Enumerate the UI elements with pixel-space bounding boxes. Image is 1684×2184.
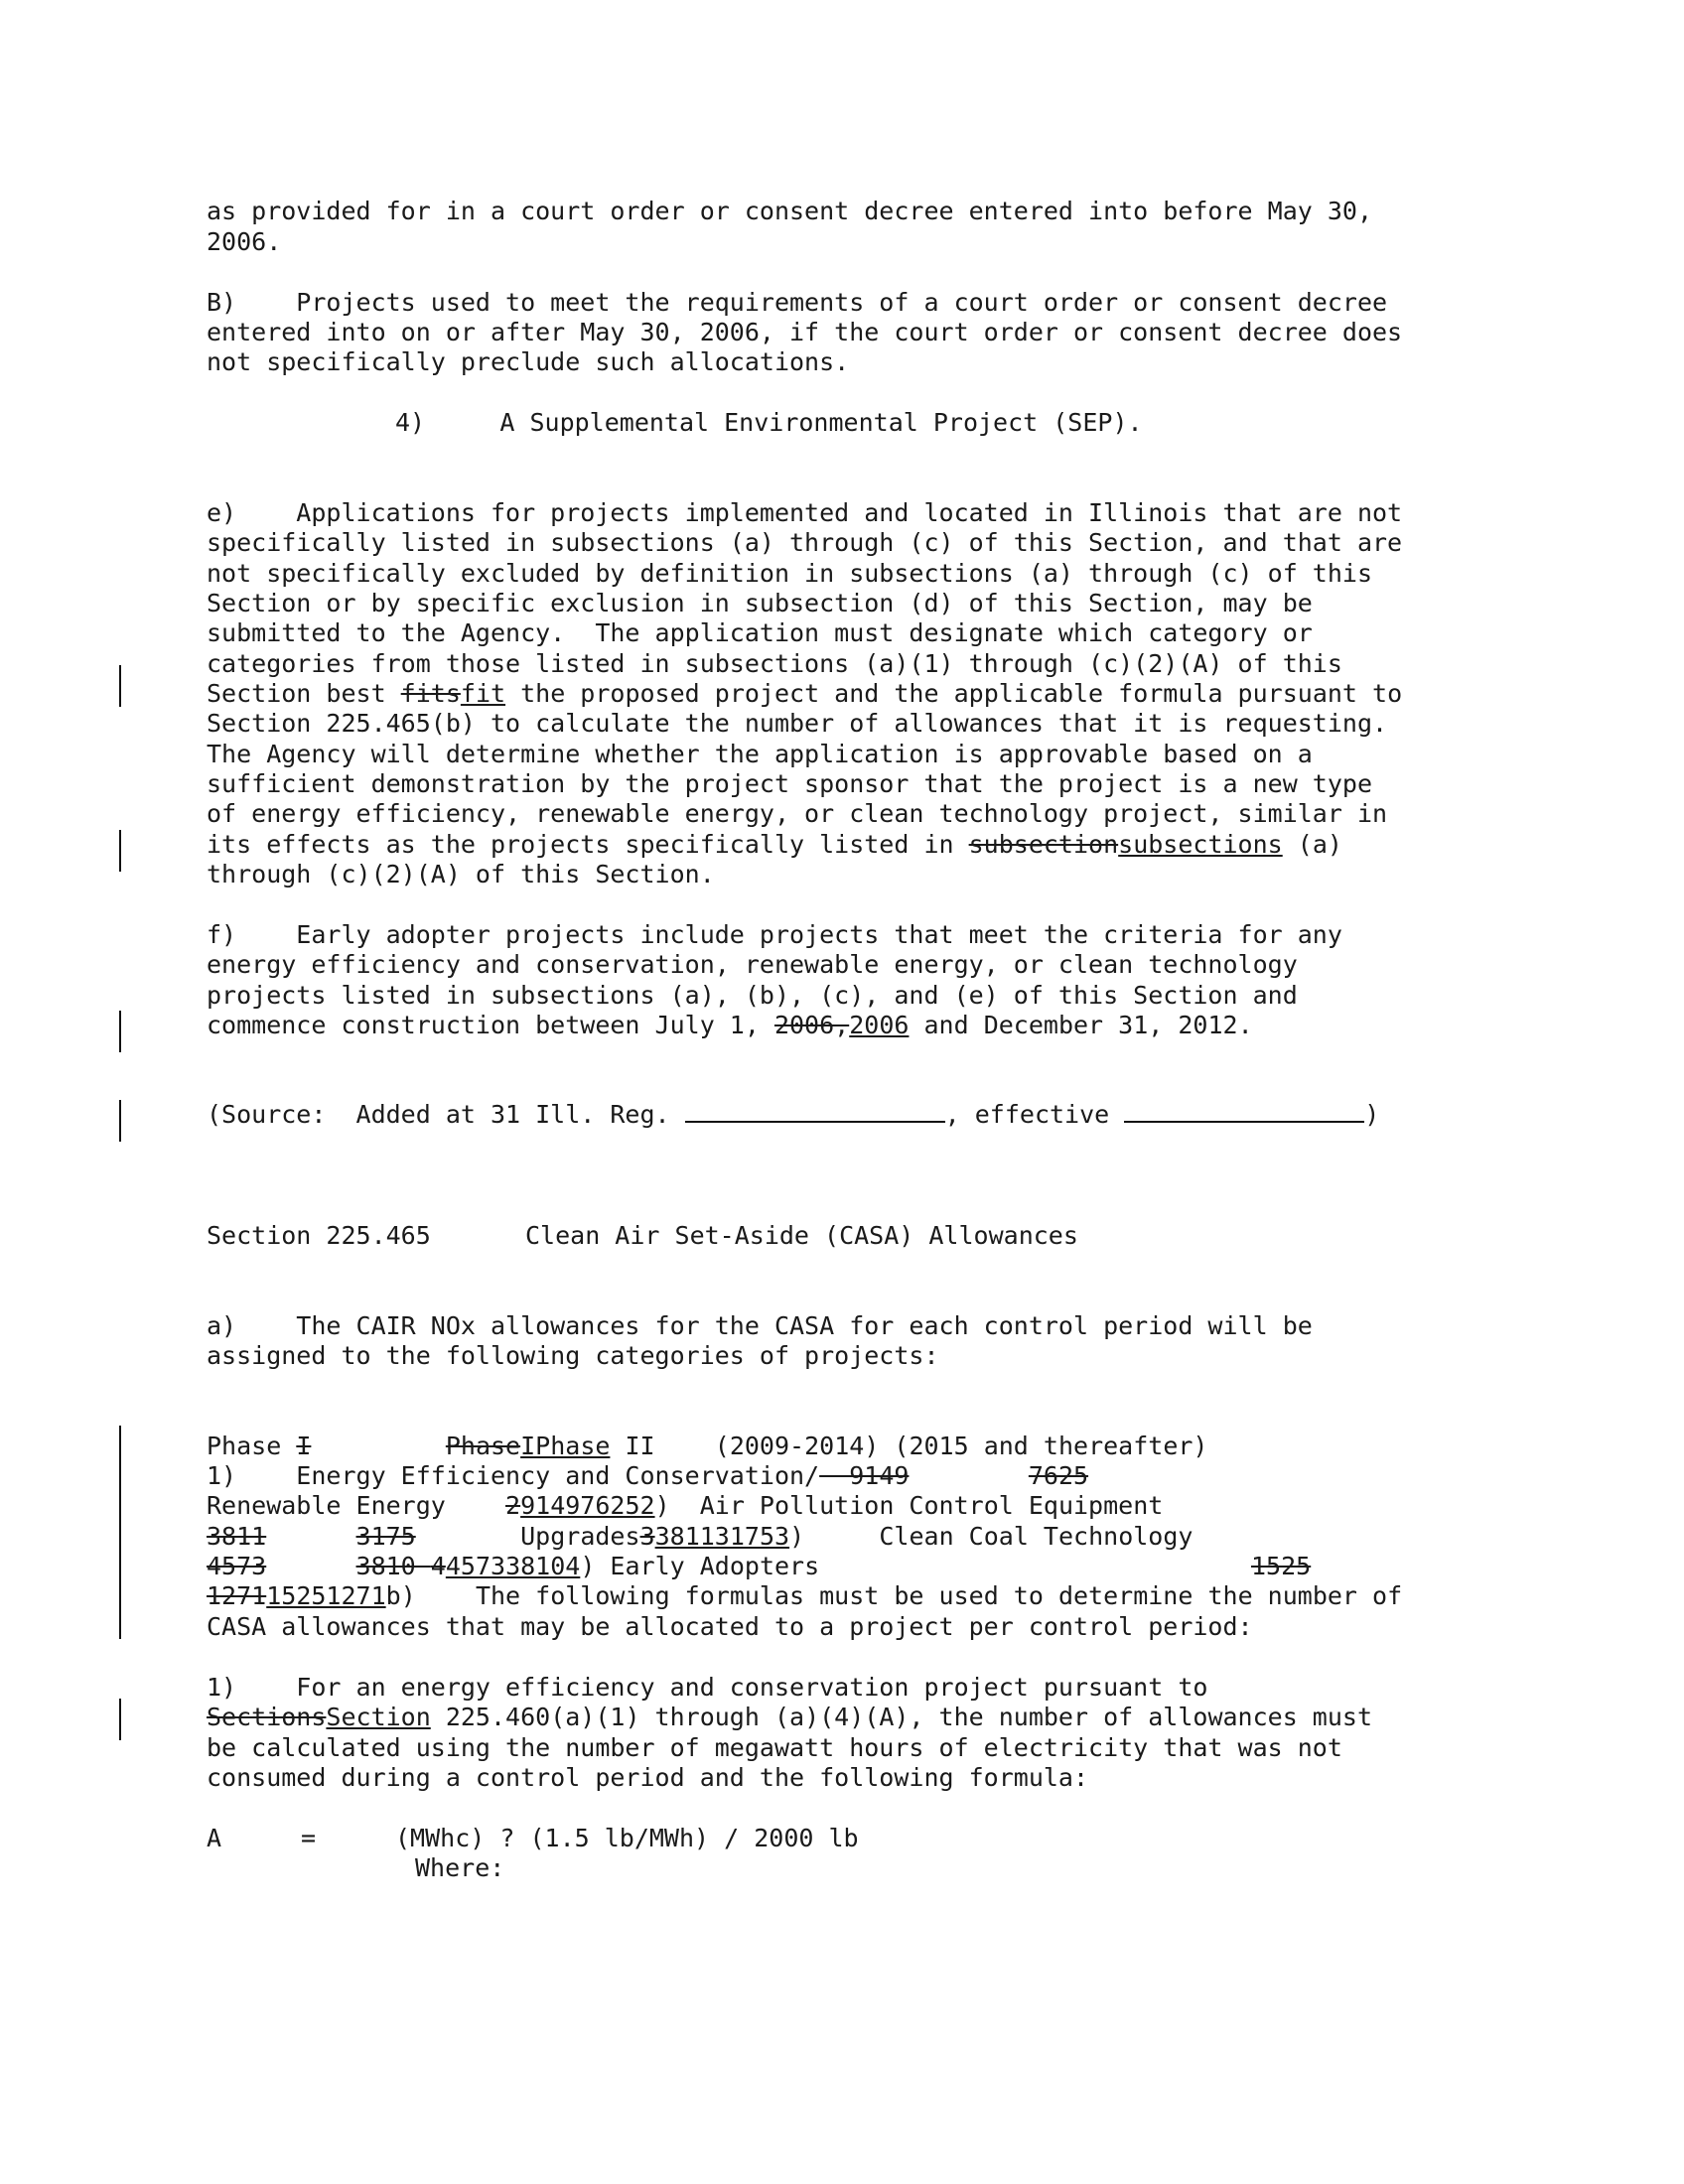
body-line: entered into on or after May 30, 2006, if the court order or consent decree does <box>207 318 1403 346</box>
deleted-text: 3 <box>639 1522 655 1551</box>
table-line <box>207 1432 1207 1462</box>
text-span: 225.460(a)(1) through (a)(4)(A), the number of allowances must <box>430 1703 1373 1731</box>
text-span: ) Clean Coal Technology <box>789 1522 1193 1551</box>
text-span: ) <box>1364 1100 1380 1129</box>
section-number: Section 225.465 <box>207 1221 431 1250</box>
deleted-text: 3175 <box>355 1522 416 1551</box>
formula-where: Where: <box>415 1853 505 1882</box>
body-line: projects listed in subsections (a), (b), (c), and (e) of this Section and <box>207 981 1298 1010</box>
list-item: 4) A Supplemental Environmental Project (SEP). <box>395 408 1143 437</box>
deleted-text: 9149 <box>819 1461 910 1490</box>
deleted-text: 1525 <box>1251 1552 1312 1580</box>
text-span: b) The following formulas must be used to determine the number of <box>385 1581 1403 1610</box>
change-bar <box>119 1100 121 1142</box>
table-line <box>207 1461 1088 1492</box>
change-bar <box>119 665 121 707</box>
formula-lhs: A <box>207 1824 222 1852</box>
text-span: and December 31, 2012. <box>909 1011 1253 1039</box>
deleted-text: 3810 <box>355 1552 431 1580</box>
body-line: Section or by specific exclusion in subsection (d) of this Section, may be <box>207 589 1313 617</box>
body-line: f) Early adopter projects include projects that meet the criteria for any <box>207 920 1342 949</box>
inserted-text: Section <box>326 1703 431 1731</box>
body-line: submitted to the Agency. The application must designate which category or <box>207 618 1313 647</box>
formula-equals: = <box>301 1824 317 1852</box>
deleted-text: 7625 <box>1028 1461 1089 1490</box>
deleted-text: subsection <box>968 830 1119 859</box>
deleted-text: 1271 <box>207 1581 267 1610</box>
inserted-text: 381131753 <box>654 1522 790 1551</box>
deleted-text: 4 <box>430 1552 446 1580</box>
body-line: e) Applications for projects implemented and located in Illinois that are not <box>207 498 1403 527</box>
inserted-text: fit <box>460 679 506 708</box>
deleted-text: 4573 <box>207 1552 267 1580</box>
deleted-text: fits <box>400 679 461 708</box>
table-line: CASA allowances that may be allocated to a project per control period: <box>207 1612 1253 1641</box>
text-span <box>311 1432 445 1460</box>
text-span: its effects as the projects specifically listed in <box>207 830 969 859</box>
text-span: Upgrades <box>415 1522 640 1551</box>
inserted-text: IPhase <box>520 1432 611 1460</box>
body-line: Section 225.465(b) to calculate the number of allowances that it is requesting. <box>207 709 1388 738</box>
text-span <box>266 1552 355 1580</box>
text-span: (Source: Added at 31 Ill. Reg. <box>207 1100 685 1129</box>
body-line: 1) For an energy efficiency and conservation project pursuant to <box>207 1673 1208 1702</box>
text-span <box>909 1461 1028 1490</box>
text-span: II (2009-2014) (2015 and thereafter) <box>610 1432 1208 1460</box>
section-title: Clean Air Set-Aside (CASA) Allowances <box>525 1221 1078 1250</box>
inserted-text: 15251271 <box>266 1581 386 1610</box>
body-line: not specifically excluded by definition in subsections (a) through (c) of this <box>207 559 1372 588</box>
body-line: be calculated using the number of megawatt hours of electricity that was not <box>207 1733 1342 1762</box>
body-line: specifically listed in subsections (a) through (c) of this Section, and that are <box>207 528 1403 557</box>
blank-line <box>1124 1103 1364 1123</box>
text-span: commence construction between July 1, <box>207 1011 774 1039</box>
text-span: ) Air Pollution Control Equipment <box>654 1491 1164 1520</box>
source-note <box>207 1100 1379 1131</box>
change-bar <box>119 830 121 872</box>
change-bar <box>119 1699 121 1740</box>
text-span: Section best <box>207 679 401 708</box>
text-span: the proposed project and the applicable formula pursuant to <box>505 679 1403 708</box>
body-line: energy efficiency and conservation, renewable energy, or clean technology <box>207 950 1298 979</box>
deleted-text: Sections <box>207 1703 327 1731</box>
body-line <box>207 1011 1253 1041</box>
body-line: categories from those listed in subsections (a)(1) through (c)(2)(A) of this <box>207 649 1342 678</box>
text-span: Phase <box>207 1432 297 1460</box>
deleted-text: I <box>296 1432 312 1460</box>
table-line <box>207 1491 1163 1522</box>
table-cell <box>1251 1552 1311 1582</box>
table-line <box>207 1522 1193 1553</box>
body-line: of energy efficiency, renewable energy, or clean technology project, similar in <box>207 799 1388 828</box>
table-line <box>207 1581 1402 1612</box>
formula-rhs: (MWhc) ? (1.5 lb/MWh) / 2000 lb <box>395 1824 859 1852</box>
inserted-text: 914976252 <box>520 1491 655 1520</box>
deleted-text: 2 <box>505 1491 521 1520</box>
body-line <box>207 679 1402 710</box>
body-line <box>207 830 1342 861</box>
text-span <box>266 1522 355 1551</box>
change-bar <box>119 1011 121 1052</box>
body-line: The Agency will determine whether the application is approvable based on a <box>207 740 1313 768</box>
deleted-text: 2006, <box>773 1011 850 1039</box>
blank-line <box>685 1103 945 1123</box>
inserted-text: 2006 <box>849 1011 910 1039</box>
body-line: sufficient demonstration by the project sponsor that the project is a new type <box>207 769 1372 798</box>
inserted-text: 457338104 <box>445 1552 581 1580</box>
inserted-text: subsections <box>1118 830 1283 859</box>
deleted-text: Phase <box>445 1432 521 1460</box>
text-span: , effective <box>944 1100 1125 1129</box>
body-line: as provided for in a court order or consent decree entered into before May 30, <box>207 197 1372 225</box>
table-line <box>207 1552 819 1582</box>
body-line: B) Projects used to meet the requirements of a court order or consent decree <box>207 288 1388 317</box>
text-span: 1) Energy Efficiency and Conservation/ <box>207 1461 820 1490</box>
body-line: consumed during a control period and the following formula: <box>207 1763 1089 1792</box>
body-line: 2006. <box>207 227 282 256</box>
body-line: through (c)(2)(A) of this Section. <box>207 860 715 888</box>
body-line: assigned to the following categories of projects: <box>207 1341 939 1370</box>
change-bar <box>119 1426 121 1639</box>
body-line: not specifically preclude such allocations. <box>207 347 850 376</box>
text-span: (a) <box>1282 830 1342 859</box>
text-span: ) Early Adopters <box>580 1552 820 1580</box>
body-line: a) The CAIR NOx allowances for the CASA for each control period will be <box>207 1311 1313 1340</box>
deleted-text: 3811 <box>207 1522 267 1551</box>
body-line <box>207 1703 1372 1733</box>
text-span: Renewable Energy <box>207 1491 506 1520</box>
